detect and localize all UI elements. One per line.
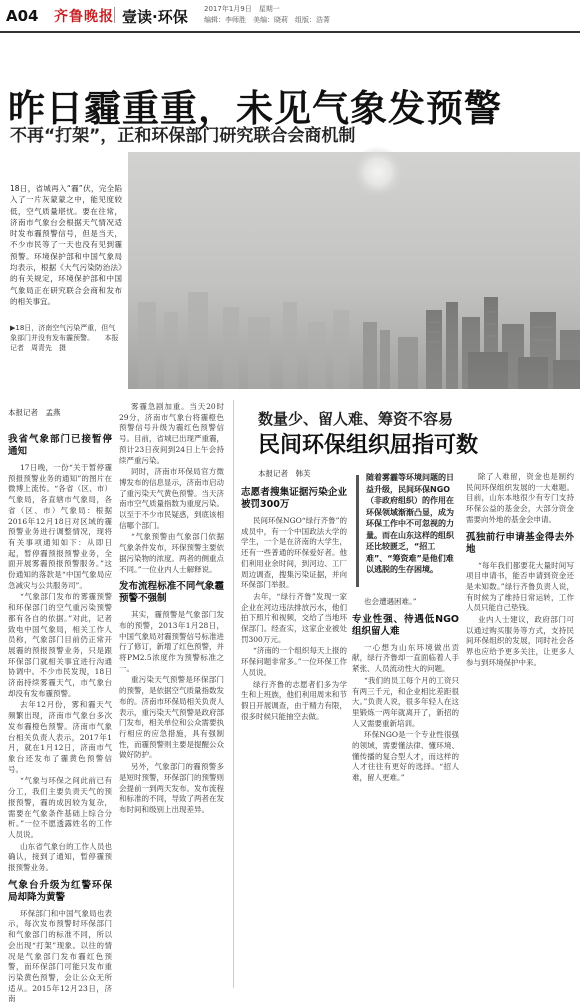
- right-story-column-1: [241, 481, 347, 988]
- photo-caption: ▶18日，济南空气污染严重，但气象部门并没有发布霾预警。 本报记者 周青先 摄: [10, 324, 119, 352]
- left-story-column-2: [119, 402, 224, 988]
- paragraph: 除了人难留，资金也是制约民间环保组织发展的一大难题。目前，山东本地很少有专门支持环保公益的基金会，大部分资金需要向外地的基金会申请。: [466, 472, 574, 524]
- paragraph: “气象部门发布的雾霾预警和环保部门的空气重污染预警都有各自的依据。”对此，记者致电中国气象局，相关工作人员称，气象部门目前仍正常开展霾的预报预警业务，只是跟环保部门就相关事宜进行沟通协调中。不少市民发现，18日济南持续雾霾天气，市气象台却没有发布霾预警。: [8, 592, 112, 698]
- pull-quote-bar: [356, 475, 359, 587]
- paragraph: 民间环保NGO“绿行齐鲁”的成员中，有一个中国政法大学的学生，一个是在济南的大学生，还有一些普通的环保爱好者。他们利用业余时间，到河边、工厂周边调查，搜集污染证据，并向环保部门举报。: [241, 516, 347, 590]
- paragraph: 也会遭遇困难。”: [364, 597, 417, 606]
- masthead: [0, 0, 580, 34]
- paragraph: 雾霾急剧加重。当天20时29分，济南市气象台将霾橙色预警信号升级为霾红色预警信号。目前，省城已出现严重霾，预计23日夜间到24日上午会持续严重污染。: [119, 402, 224, 465]
- right-story-subhead-1: 志愿者搜集证据污染企业被罚300万: [241, 487, 347, 510]
- main-subheadline: 不再“打架”，正和环保部门研究联合会商机制: [10, 126, 356, 146]
- main-headline: 昨日霾重重，未见气象发预警: [8, 87, 502, 130]
- right-story-column-2: [352, 597, 459, 988]
- paragraph: 重污染天气预警是环保部门的预警，是依据空气质量指数发布的。济南市环保局相关负责人表示，重污染天气预警是政府部门发布，相关单位和公众需要执行相应的应急措施，具有强制性，而霾预警则主要是提醒公众做好防护。: [119, 675, 224, 760]
- left-story-subhead-2: 气象台升级为红警环保局却降为黄警: [8, 879, 112, 903]
- paragraph: 其实，霾预警是气象部门发布的预警，2013年1月28日，中国气象局对霾预警信号标准进行了修订，新增了红色预警，并将PM2.5浓度作为预警标准之一。: [119, 610, 224, 673]
- newspaper-logo: 齐鲁晚报: [54, 9, 114, 25]
- page-number: A04: [6, 7, 39, 25]
- mid-story-subhead: 发布流程标准不同气象霾预警不强制: [119, 581, 224, 605]
- paragraph: 环保NGO是一个专业性很强的领域，需要懂法律、懂环境、懂传播的复合型人才，而这样的人才往往有更好的选择。“招人难，留人更难。”: [352, 730, 459, 783]
- masthead-meta: [204, 4, 330, 26]
- column-divider: [233, 400, 234, 988]
- pull-quote-text: 随着雾霾等环境问题的日益升级，民间环保NGO（非政府组织）的作用在环保领域渐渐凸显，成为环保工作中不可忽视的力量。而在山东这样的组织还比较匮乏，“招工难”、“筹资难”是他们难以逃脱的生存困境。: [366, 473, 454, 574]
- right-story-byline: 本报记者 韩芙: [258, 469, 311, 478]
- right-story-subhead-3: 孤独前行申请基金得去外地: [466, 531, 574, 555]
- paragraph: 绿行齐鲁的志愿者们多为学生和上班族，他们利用周末和节假日开展调查，由于精力有限，很多时候只能抽空去做。: [241, 679, 347, 721]
- paragraph: “每年我们都要花大量时间写项目申请书，能否申请到资金还是未知数。”绿行齐鲁负责人说，有时候为了维持日常运转，工作人员只能自己垫钱。: [466, 560, 574, 613]
- left-story-column-1: [8, 428, 112, 1004]
- paragraph: 业内人士建议，政府部门可以通过购买服务等方式，支持民间环保组织的发展，同时社会各界也应给予更多关注，让更多人参与到环境保护中来。: [466, 615, 574, 667]
- lead-paragraph: 18日，省城再入“霾”伏，完全陷入了一片灰蒙蒙之中，能见度较低，空气质量堪忧。要在往常，济南市气象台会根据天气情况适时发布霾预警信号，但是当天，不少市民等了一天也没有见到霾预警。环境保护部和中国气象局均表示，根据《大气污染防治法》的有关规定，环境保护部和中国气象局正在研究联合会商和发布的相关事宜。: [10, 184, 122, 306]
- paragraph: 17日晚，一份“关于暂停霾预报预警业务的通知”的图片在微博上流传。“各省（区、市）气象局，各直辖市气象局，各省（区、市）气象局：根据2016年12月18日对区域的霾预警业务进行调整情况，现将有关事项通知如下：从即日起，暂停霾预报预警业务，全面开展雾霾预报预警服务。”这份通知的落款是“中国气象局应急减灾与公共服务司”。: [8, 463, 112, 590]
- paragraph: 另外，气象部门的霾预警多是短时预警，环保部门的预警则会提前一到两天发布。发布流程和标准的不同，导致了两者在发布时间和级别上出现差异。: [119, 762, 224, 814]
- right-story-subhead-2: 专业性强、待遇低NGO组织留人难: [352, 613, 459, 637]
- paragraph: 环保部门和中国气象局也表示，每次发布预警时环保部门和气象部门的标准不同，所以会出现“打架”现象。以往的情况是气象部门发布霾红色预警，而环保部门可能只发布重污染黄色预警，会让公众无所适从。2015年12月23日，济南: [8, 908, 112, 1004]
- paragraph: 去年，“绿行齐鲁”发现一家企业在河边违法排放污水，他们拍下照片和视频，交给了当地环保部门。经查实，这家企业被处罚300万元。: [241, 591, 347, 644]
- pull-quote: [356, 472, 456, 592]
- paragraph: 山东省气象台的工作人员也确认，接到了通知，暂停霾预报预警业务。: [8, 841, 112, 873]
- right-story-headline: 民间环保组织屈指可数: [258, 433, 479, 458]
- section-divider: [114, 7, 115, 23]
- paragraph: 同时，济南市环保局官方微博发布的信息显示，济南市启动了重污染天气黄色预警。当天济南市空气质量指数为重度污染。以至于不少市民疑惑，到底该相信哪个部门。: [119, 467, 224, 530]
- masthead-rule: [0, 31, 580, 33]
- paragraph: “我们的员工每个月的工资只有两三千元，和企业相比差距很大。”负责人说，很多年轻人在这里锻炼一两年就离开了，新招的人又需要重新培训。: [352, 675, 459, 728]
- editor-credits: 编辑：李师胜 美编：晓莉 组版：浩菁: [204, 16, 330, 24]
- paragraph: 一心想为山东环境做出贡献，绿行齐鲁却一直面临着人手紧张、人员流动性大的问题。: [352, 642, 459, 674]
- issue-date: 2017年1月9日 星期一: [204, 5, 280, 13]
- paragraph: “气象预警由气象部门依据气象条件发布，环保预警主要依据污染物的浓度。两者的侧重点不同。”一位业内人士解释说。: [119, 532, 224, 574]
- right-story-kicker: 数量少、留人难、筹资不容易: [258, 410, 454, 428]
- left-story-subhead-1: 我省气象部门已接暂停通知: [8, 434, 112, 457]
- paragraph: 去年12月份，雾和霾天气频繁出现，济南市气象台多次发布霾橙色预警。济南市气象台相关负责人表示，2017年1月，就在1月12日，济南市气象台还发布了霾黄色预警信号。: [8, 700, 112, 774]
- right-story-column-3: [466, 472, 574, 988]
- section-name: 壹读·环保: [122, 8, 188, 26]
- left-story-byline: 本报记者 孟燕: [8, 408, 61, 417]
- smog-cityscape-image: [128, 152, 580, 389]
- paragraph: “济南的一个组织每天上报的环保问题非常多。”一位环保工作人员说。: [241, 646, 347, 677]
- smog-city-photo: [128, 152, 580, 389]
- paragraph: “气象与环保之间此前已有分工，我们主要负责天气的预报预警，霾的成因较为复杂，需要在气象条件基础上综合分析。”一位不愿透露姓名的工作人员说。: [8, 776, 112, 839]
